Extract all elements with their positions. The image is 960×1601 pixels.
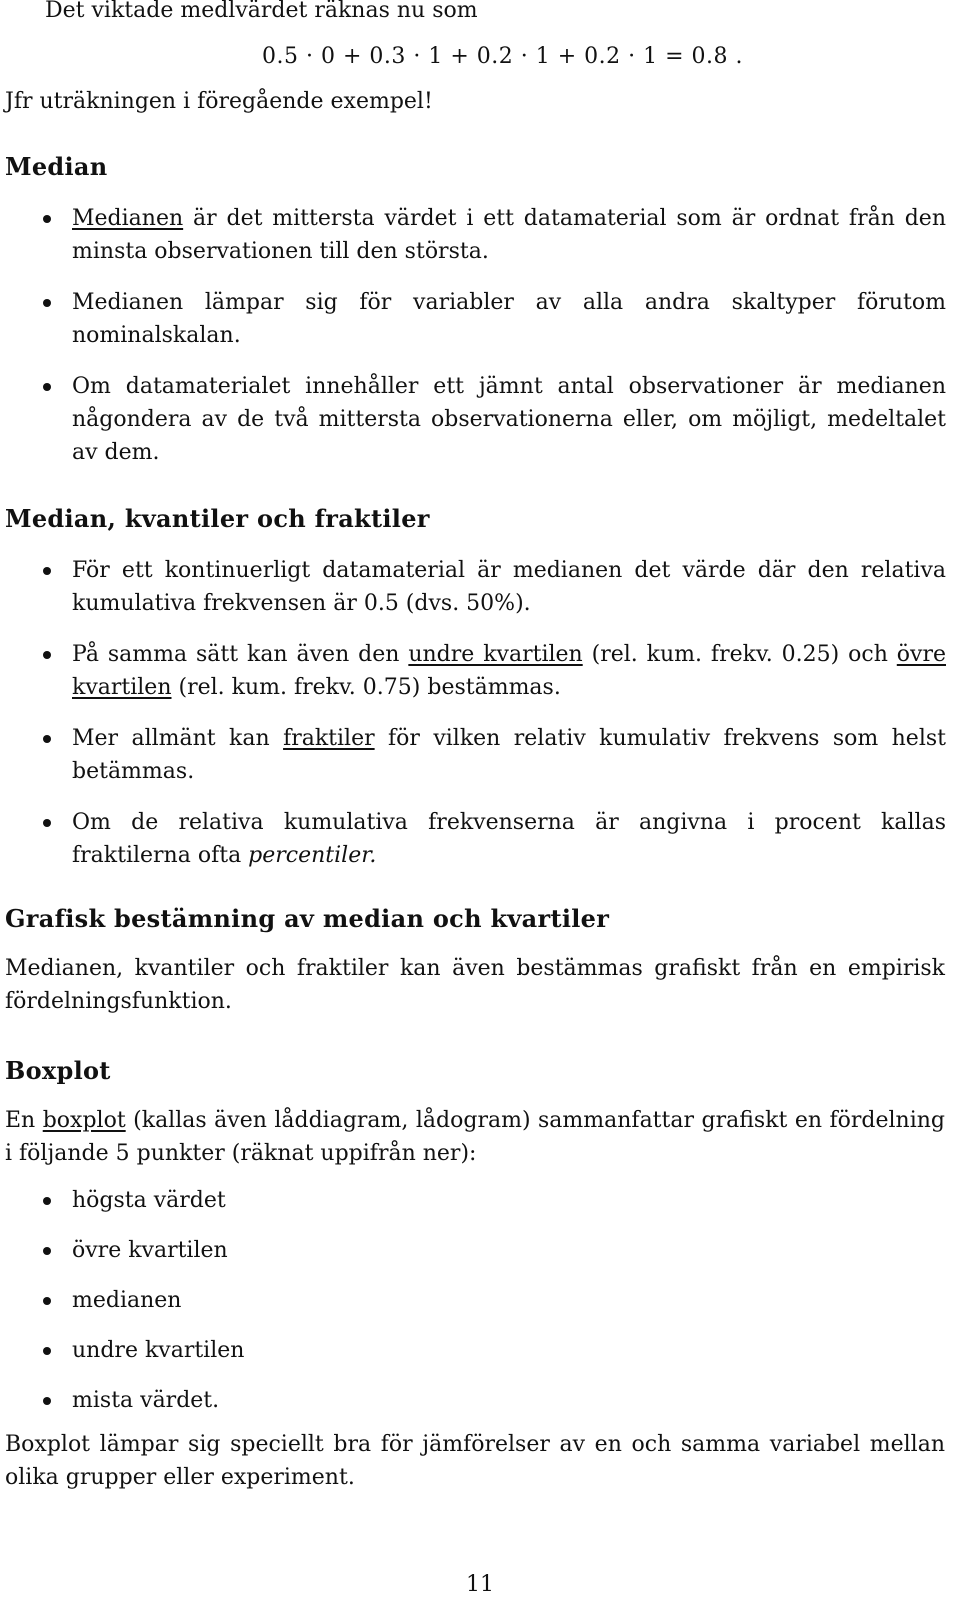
median-list <box>0 202 960 469</box>
boxplot-points-list <box>0 1184 960 1417</box>
heading-graphical: Grafisk bestämning av median och kvartiler <box>5 904 610 933</box>
bullet-icon <box>43 1397 51 1405</box>
boxplot-intro <box>5 1104 945 1170</box>
list-item <box>0 638 960 704</box>
boxplot-closing: Boxplot lämpar sig speciellt bra för jämförelser av en och samma variabel mellan olika grupper eller experiment. <box>5 1432 945 1490</box>
list-item <box>0 722 960 788</box>
paragraph-text: En <box>5 1108 43 1133</box>
list-item <box>0 286 960 352</box>
bullet-icon <box>43 1297 51 1305</box>
heading-quantiles: Median, kvantiler och fraktiler <box>5 504 430 533</box>
list-item-text: (rel. kum. frekv. 0.75) bestämmas. <box>171 675 561 700</box>
heading-boxplot: Boxplot <box>5 1056 111 1085</box>
list-item <box>0 1184 960 1217</box>
list-item-text: Om de relativa kumulativa frekvenserna är angivna i procent kallas fraktilerna ofta <box>72 810 946 868</box>
bullet-icon <box>43 651 51 659</box>
list-item-text: mista värdet. <box>72 1388 220 1413</box>
list-item-text: för vilken relativ kumulativ frekvens som helst betämmas. <box>72 726 946 784</box>
term-ovre-kvartilen: övre kvartilen <box>72 642 946 700</box>
list-item <box>0 202 960 268</box>
list-item-text: övre kvartilen <box>72 1238 228 1263</box>
list-item <box>0 1284 960 1317</box>
list-item-text: högsta värdet <box>72 1188 226 1213</box>
heading-median: Median <box>5 152 108 181</box>
bullet-icon <box>43 1247 51 1255</box>
term-fraktiler: fraktiler <box>283 726 375 751</box>
quantiles-list <box>0 554 960 872</box>
compare-note: Jfr uträkningen i föregående exempel! <box>5 89 433 114</box>
paragraph-text: (kallas även låddiagram, lådogram) sammanfattar grafiskt en fördelning i följande 5 punkter (räknat uppifrån ner): <box>5 1108 945 1166</box>
list-item <box>0 806 960 872</box>
list-item-text: Om datamaterialet innehåller ett jämnt antal observationer är medianen någondera av de två mittersta observationerna eller, om möjligt, medeltalet av dem. <box>72 374 946 465</box>
intro-text: Det viktade medlvärdet räknas nu som <box>45 0 478 23</box>
list-item-text: (rel. kum. frekv. 0.25) och <box>582 642 897 667</box>
list-item-text: Medianen lämpar sig för variabler av alla andra skaltyper förutom nominalskalan. <box>72 290 946 348</box>
page-number: 11 <box>466 1572 494 1597</box>
bullet-icon <box>43 1197 51 1205</box>
bullet-icon <box>43 215 51 223</box>
list-item <box>0 1234 960 1267</box>
term-undre-kvartilen: undre kvartilen <box>408 642 583 667</box>
list-item-text: Mer allmänt kan <box>72 726 284 751</box>
list-item <box>0 1384 960 1417</box>
term-boxplot: boxplot <box>42 1108 126 1133</box>
list-item-text: medianen <box>72 1288 182 1313</box>
bullet-icon <box>43 567 51 575</box>
list-item <box>0 554 960 620</box>
weighted-mean-equation: 0.5 · 0 + 0.3 · 1 + 0.2 · 1 + 0.2 · 1 = 0.8 . <box>262 44 744 69</box>
list-item-text: På samma sätt kan även den <box>72 642 409 667</box>
bullet-icon <box>43 1347 51 1355</box>
list-item-text: För ett kontinuerligt datamaterial är medianen det värde där den relativa kumulativa frekvensen är 0.5 (dvs. 50%). <box>72 558 946 616</box>
bullet-icon <box>43 383 51 391</box>
list-item-text: är det mittersta värdet i ett datamaterial som är ordnat från den minsta observationen till den största. <box>72 206 946 264</box>
list-item-text: undre kvartilen <box>72 1338 245 1363</box>
list-item <box>0 1334 960 1367</box>
bullet-icon <box>43 819 51 827</box>
list-item <box>0 370 960 469</box>
term-percentiler: percentiler. <box>248 843 377 868</box>
graphical-text: Medianen, kvantiler och fraktiler kan även bestämmas grafiskt från en empirisk fördelningsfunktion. <box>5 956 945 1014</box>
bullet-icon <box>43 735 51 743</box>
bullet-icon <box>43 299 51 307</box>
term-medianen: Medianen <box>72 206 184 231</box>
